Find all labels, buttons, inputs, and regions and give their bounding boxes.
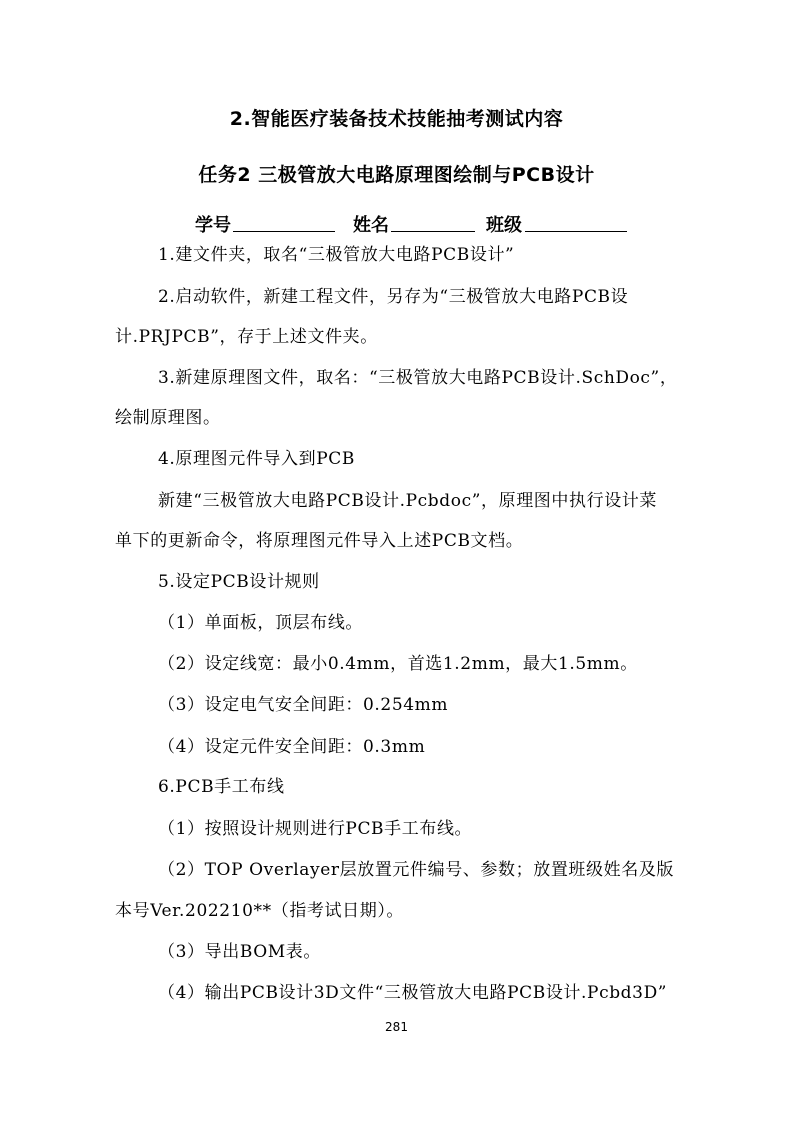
class-blank[interactable] xyxy=(525,231,627,232)
step-2-cont: 计.PRJPCB”，存于上述文件夹。 xyxy=(115,327,378,347)
student-id-blank[interactable] xyxy=(233,231,335,232)
student-info-line xyxy=(195,211,635,237)
step-3-cont: 绘制原理图。 xyxy=(115,408,221,428)
step-6-item-2-cont: 本号Ver.202210**（指考试日期）。 xyxy=(115,901,405,921)
step-6: 6.PCB手工布线 xyxy=(158,777,285,797)
task-title: 任务2 三极管放大电路原理图绘制与PCB设计 xyxy=(198,164,595,186)
document-title: 2.智能医疗装备技术技能抽考测试内容 xyxy=(229,108,564,130)
step-4: 4.原理图元件导入到PCB xyxy=(158,449,355,469)
step-5-item-3: （3）设定电气安全间距：0.254mm xyxy=(158,695,449,715)
step-6-item-2: （2）TOP Overlayer层放置元件编号、参数；放置班级姓名及版 xyxy=(158,860,675,880)
step-6-item-4: （4）输出PCB设计3D文件“三极管放大电路PCB设计.Pcbd3D” xyxy=(158,983,668,1003)
step-1: 1.建文件夹，取名“三极管放大电路PCB设计” xyxy=(158,245,515,265)
name-label: 姓名 xyxy=(353,215,389,236)
step-5-item-1: （1）单面板，顶层布线。 xyxy=(158,613,364,633)
student-id-label: 学号 xyxy=(195,215,231,236)
step-2: 2.启动软件，新建工程文件，另存为“三极管放大电路PCB设 xyxy=(158,287,629,307)
step-6-item-3: （3）导出BOM表。 xyxy=(158,942,321,962)
step-5-item-4: （4）设定元件安全间距：0.3mm xyxy=(158,737,426,757)
page-number: 281 xyxy=(385,1020,408,1034)
class-label: 班级 xyxy=(486,215,522,236)
step-4-detail-cont: 单下的更新命令，将原理图元件导入上述PCB文档。 xyxy=(115,531,524,551)
step-5: 5.设定PCB设计规则 xyxy=(158,572,320,592)
name-blank[interactable] xyxy=(391,231,475,232)
step-3: 3.新建原理图文件，取名：“三极管放大电路PCB设计.SchDoc”， xyxy=(158,368,678,388)
step-4-detail: 新建“三极管放大电路PCB设计.Pcbdoc”，原理图中执行设计菜 xyxy=(158,491,658,511)
step-5-item-2: （2）设定线宽：最小0.4mm，首选1.2mm，最大1.5mm。 xyxy=(158,654,638,674)
step-6-item-1: （1）按照设计规则进行PCB手工布线。 xyxy=(158,819,473,839)
